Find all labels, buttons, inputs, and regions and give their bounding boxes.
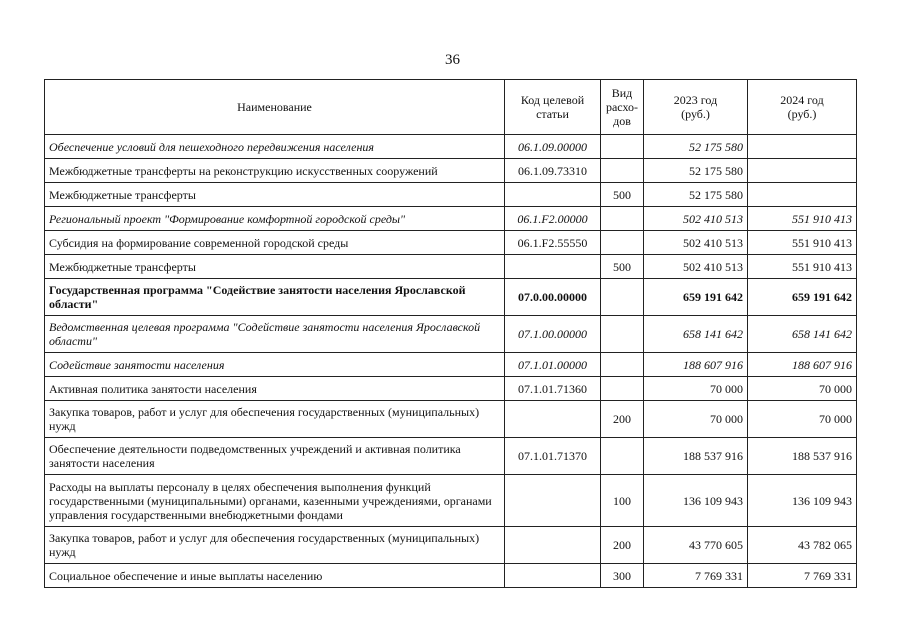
header-2023-line2: (руб.)	[681, 107, 710, 121]
row-expense-type: 200	[601, 401, 644, 438]
row-code	[505, 255, 601, 279]
table-row	[45, 475, 857, 527]
row-amount-2024: 659 191 642	[748, 279, 857, 316]
header-code	[505, 80, 601, 135]
row-amount-2024: 70 000	[748, 401, 857, 438]
row-name: Субсидия на формирование современной городской среды	[45, 231, 505, 255]
row-name: Активная политика занятости населения	[45, 377, 505, 401]
row-amount-2024: 7 769 331	[748, 564, 857, 588]
row-name: Межбюджетные трансферты на реконструкцию искусственных сооружений	[45, 159, 505, 183]
row-amount-2024: 551 910 413	[748, 231, 857, 255]
row-expense-type	[601, 207, 644, 231]
header-type-line3: дов	[613, 114, 631, 128]
row-code	[505, 527, 601, 564]
row-expense-type	[601, 159, 644, 183]
row-expense-type	[601, 316, 644, 353]
row-amount-2023: 52 175 580	[644, 159, 748, 183]
header-2024-line2: (руб.)	[787, 107, 817, 121]
page-number: 36	[445, 52, 460, 68]
row-code: 07.1.00.00000	[505, 316, 601, 353]
row-amount-2024: 551 910 413	[748, 207, 857, 231]
row-code: 07.1.01.71360	[505, 377, 601, 401]
header-row	[45, 80, 857, 135]
row-name: Социальное обеспечение и иные выплаты населению	[45, 564, 505, 588]
header-code-line1: Код целевой	[520, 93, 585, 107]
table-header	[45, 80, 857, 135]
row-amount-2023: 52 175 580	[644, 135, 748, 159]
row-amount-2023: 502 410 513	[644, 207, 748, 231]
row-name: Ведомственная целевая программа "Содействие занятости населения Ярославской области"	[45, 316, 505, 353]
row-amount-2023: 52 175 580	[644, 183, 748, 207]
row-expense-type: 500	[601, 183, 644, 207]
row-amount-2024	[748, 135, 857, 159]
row-expense-type	[601, 353, 644, 377]
row-code: 06.1.09.00000	[505, 135, 601, 159]
row-expense-type	[601, 231, 644, 255]
table-row	[45, 527, 857, 564]
row-name: Обеспечение деятельности подведомственных учреждений и активная политика занятости населения	[45, 438, 505, 475]
table-row	[45, 255, 857, 279]
row-amount-2023: 659 191 642	[644, 279, 748, 316]
header-year-2023	[644, 80, 748, 135]
table-row	[45, 377, 857, 401]
row-code: 07.1.01.71370	[505, 438, 601, 475]
row-amount-2023: 188 537 916	[644, 438, 748, 475]
row-amount-2023: 502 410 513	[644, 231, 748, 255]
row-amount-2023: 7 769 331	[644, 564, 748, 588]
row-code: 06.1.09.73310	[505, 159, 601, 183]
row-expense-type	[601, 135, 644, 159]
row-name: Региональный проект "Формирование комфортной городской среды"	[45, 207, 505, 231]
table-row	[45, 438, 857, 475]
table-row	[45, 231, 857, 255]
header-name	[45, 80, 505, 135]
row-code	[505, 401, 601, 438]
row-expense-type	[601, 279, 644, 316]
row-expense-type: 500	[601, 255, 644, 279]
table-body	[45, 135, 857, 588]
row-name: Государственная программа "Содействие занятости населения Ярославской области"	[45, 279, 505, 316]
row-amount-2024: 551 910 413	[748, 255, 857, 279]
row-amount-2023: 70 000	[644, 401, 748, 438]
row-name: Закупка товаров, работ и услуг для обеспечения государственных (муниципальных) нужд	[45, 527, 505, 564]
row-amount-2023: 658 141 642	[644, 316, 748, 353]
header-type-line1: Вид	[611, 86, 633, 100]
row-name: Содействие занятости населения	[45, 353, 505, 377]
header-code-line2: статьи	[536, 107, 569, 121]
row-name: Межбюджетные трансферты	[45, 255, 505, 279]
row-amount-2023: 502 410 513	[644, 255, 748, 279]
table-row	[45, 183, 857, 207]
budget-table	[44, 79, 857, 588]
row-amount-2024: 43 782 065	[748, 527, 857, 564]
header-type-line2: расхо-	[605, 100, 639, 114]
row-amount-2024	[748, 183, 857, 207]
row-name: Закупка товаров, работ и услуг для обеспечения государственных (муниципальных) нужд	[45, 401, 505, 438]
row-expense-type: 200	[601, 527, 644, 564]
row-amount-2023: 43 770 605	[644, 527, 748, 564]
header-expense-type	[601, 80, 644, 135]
row-code	[505, 475, 601, 527]
row-code: 06.1.F2.55550	[505, 231, 601, 255]
row-expense-type: 100	[601, 475, 644, 527]
row-amount-2023: 136 109 943	[644, 475, 748, 527]
row-name: Межбюджетные трансферты	[45, 183, 505, 207]
row-amount-2024	[748, 159, 857, 183]
row-amount-2024: 136 109 943	[748, 475, 857, 527]
header-year-2024	[748, 80, 857, 135]
table-row	[45, 207, 857, 231]
table-row	[45, 564, 857, 588]
row-amount-2024: 188 607 916	[748, 353, 857, 377]
header-name-label: Наименование	[237, 100, 312, 114]
row-code: 07.0.00.00000	[505, 279, 601, 316]
row-amount-2023: 188 607 916	[644, 353, 748, 377]
row-code	[505, 183, 601, 207]
header-2024-line1: 2024 год	[780, 93, 824, 107]
row-code	[505, 564, 601, 588]
row-expense-type: 300	[601, 564, 644, 588]
row-code: 06.1.F2.00000	[505, 207, 601, 231]
table-row	[45, 401, 857, 438]
header-2023-line1: 2023 год	[673, 93, 718, 107]
row-amount-2023: 70 000	[644, 377, 748, 401]
table-row	[45, 159, 857, 183]
row-amount-2024: 658 141 642	[748, 316, 857, 353]
row-name: Обеспечение условий для пешеходного передвижения населения	[45, 135, 505, 159]
table-row	[45, 135, 857, 159]
row-expense-type	[601, 438, 644, 475]
row-name: Расходы на выплаты персоналу в целях обеспечения выполнения функций государственными (муниципальными) органами, казенными учреждениями, органами управления государственными внебюджетными фондами	[45, 475, 505, 527]
row-amount-2024: 188 537 916	[748, 438, 857, 475]
table-row	[45, 316, 857, 353]
row-code: 07.1.01.00000	[505, 353, 601, 377]
table-row	[45, 353, 857, 377]
row-expense-type	[601, 377, 644, 401]
table-row	[45, 279, 857, 316]
row-amount-2024: 70 000	[748, 377, 857, 401]
